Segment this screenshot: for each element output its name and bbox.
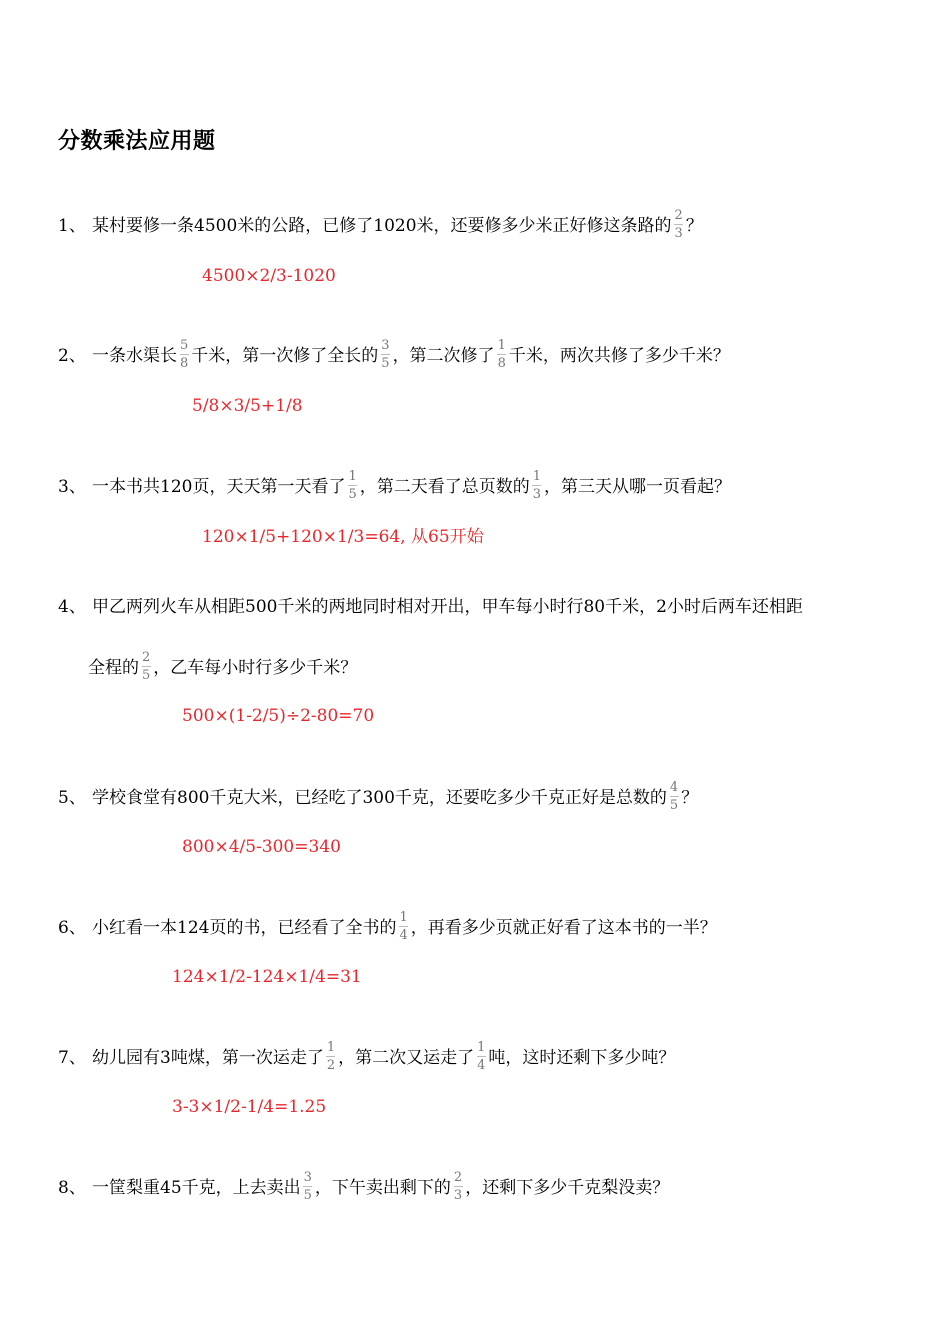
fraction <box>380 338 390 371</box>
question-text: ，第二次又运走了 <box>338 1048 475 1068</box>
numerator: 2 <box>142 650 151 665</box>
question-text: ，下午卖出剩下的 <box>314 1178 451 1198</box>
question-text: 一本书共120页，天天第一天看了 <box>92 477 346 497</box>
fraction <box>476 1040 486 1073</box>
denominator: 5 <box>303 1188 312 1203</box>
question-5 <box>58 782 698 815</box>
numerator: 1 <box>532 469 542 484</box>
denominator: 8 <box>180 356 189 371</box>
fraction <box>669 780 679 813</box>
denominator: 5 <box>142 668 151 683</box>
question-2 <box>58 340 730 373</box>
question-text: ？ <box>681 788 699 808</box>
denominator: 4 <box>399 928 408 943</box>
denominator: 5 <box>348 487 357 502</box>
question-text: ？ <box>685 216 703 236</box>
question-number: 8、 <box>58 1178 86 1198</box>
fraction <box>141 650 151 683</box>
fraction <box>453 1170 463 1203</box>
answer-5: 800×4/5-300=340 <box>182 837 341 857</box>
question-text: 千米，第一次修了全长的 <box>191 346 379 366</box>
question-1 <box>58 210 703 243</box>
question-text: 全程的 <box>88 658 139 678</box>
question-text: 幼儿园有3吨煤，第一次运走了 <box>92 1048 324 1068</box>
question-text: 甲乙两列火车从相距500千米的两地同时相对开出，甲车每小时行80千米，2小时后两车还相距 <box>92 597 803 617</box>
question-8 <box>58 1172 669 1205</box>
numerator: 1 <box>399 910 408 925</box>
denominator: 3 <box>674 226 683 241</box>
fraction <box>532 469 542 502</box>
answer-3: 120×1/5+120×1/3=64, 从65开始 <box>202 527 484 547</box>
question-text: ，还剩下多少千克梨没卖？ <box>465 1178 670 1198</box>
question-number: 4、 <box>58 597 86 617</box>
question-text: 小红看一本124页的书，已经看了全书的 <box>92 918 397 938</box>
question-7 <box>58 1042 675 1075</box>
denominator: 8 <box>497 356 506 371</box>
numerator: 2 <box>674 208 683 223</box>
page-title: 分数乘法应用题 <box>58 129 216 154</box>
question-text: ，第二次修了 <box>392 346 495 366</box>
denominator: 5 <box>381 356 390 371</box>
question-6 <box>58 912 717 945</box>
numerator: 1 <box>348 469 357 484</box>
question-text: ，第二天看了总页数的 <box>359 477 530 497</box>
denominator: 3 <box>532 487 542 502</box>
denominator: 2 <box>326 1058 336 1073</box>
numerator: 1 <box>477 1040 486 1055</box>
fraction <box>179 338 189 371</box>
denominator: 5 <box>669 798 679 813</box>
question-text: 千米，两次共修了多少千米？ <box>508 346 730 366</box>
question-number: 1、 <box>58 216 86 236</box>
answer-7: 3-3×1/2-1/4=1.25 <box>172 1097 327 1117</box>
question-text: ，第三天从哪一页看起？ <box>544 477 732 497</box>
numerator: 2 <box>453 1170 463 1185</box>
numerator: 3 <box>303 1170 312 1185</box>
fraction <box>398 910 408 943</box>
question-text: 学校食堂有800千克大米，已经吃了300千克，还要吃多少千克正好是总数的 <box>92 788 667 808</box>
answer-4: 500×(1-2/5)÷2-80=70 <box>182 706 375 726</box>
answer-6: 124×1/2-124×1/4=31 <box>172 967 362 987</box>
question-text: ，再看多少页就正好看了这本书的一半？ <box>410 918 717 938</box>
fraction <box>497 338 507 371</box>
denominator: 4 <box>477 1058 486 1073</box>
question-number: 2、 <box>58 346 86 366</box>
numerator: 4 <box>669 780 679 795</box>
question-number: 6、 <box>58 918 86 938</box>
question-text: 一筐梨重45千克，上去卖出 <box>92 1178 301 1198</box>
question-text: 某村要修一条4500米的公路，已修了1020米，还要修多少米正好修这条路的 <box>92 216 672 236</box>
numerator: 3 <box>381 338 390 353</box>
question-number: 3、 <box>58 477 86 497</box>
question-4-continued <box>88 652 357 685</box>
answer-2: 5/8×3/5+1/8 <box>192 396 303 416</box>
question-number: 5、 <box>58 788 86 808</box>
numerator: 5 <box>180 338 189 353</box>
question-text: 一条水渠长 <box>92 346 177 366</box>
numerator: 1 <box>497 338 506 353</box>
question-number: 7、 <box>58 1048 86 1068</box>
fraction <box>347 469 357 502</box>
question-3 <box>58 471 731 504</box>
question-text: ，乙车每小时行多少千米？ <box>153 658 358 678</box>
answer-1: 4500×2/3-1020 <box>202 266 336 286</box>
fraction <box>674 208 684 241</box>
fraction <box>326 1040 336 1073</box>
question-text: 吨，这时还剩下多少吨？ <box>488 1048 676 1068</box>
numerator: 1 <box>326 1040 336 1055</box>
fraction <box>303 1170 313 1203</box>
denominator: 3 <box>453 1188 463 1203</box>
question-4 <box>58 592 803 622</box>
